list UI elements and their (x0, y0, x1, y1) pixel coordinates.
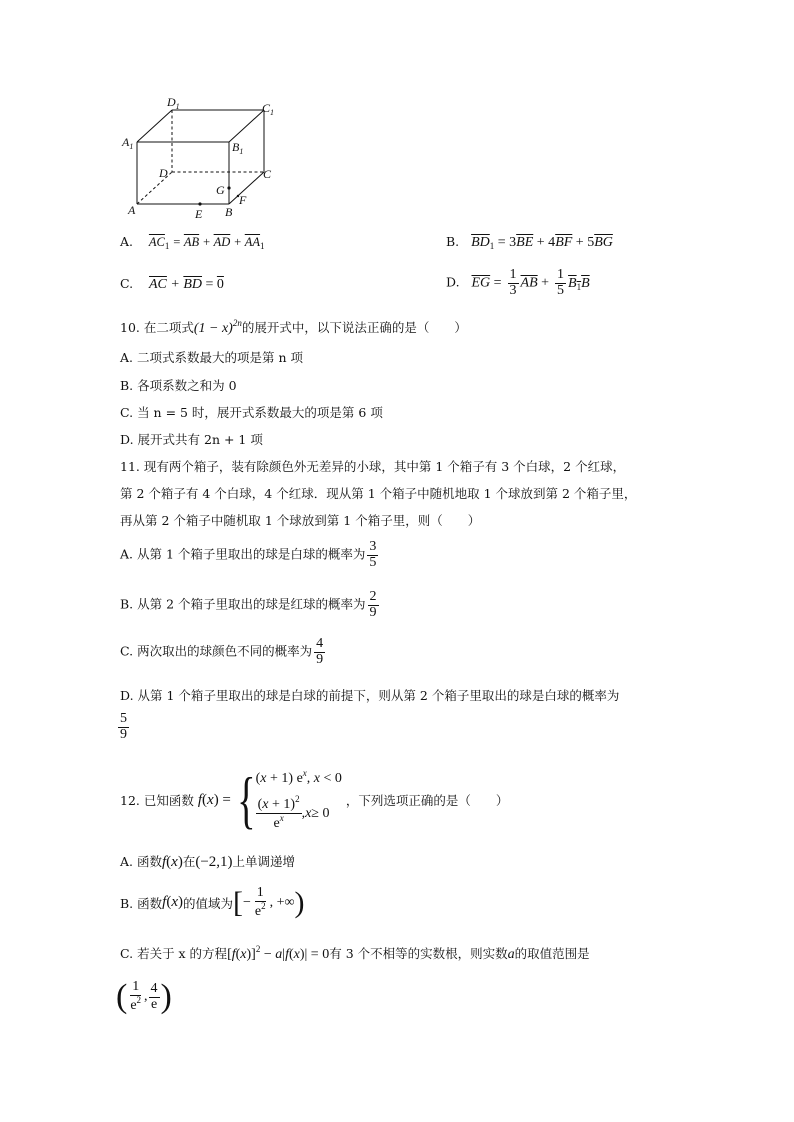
label-e: E (195, 207, 203, 221)
q12-option-a: A. 函数f(x)在(−2,1)上单调递增 (120, 854, 296, 870)
q12-option-b: B. 函数 f ( x ) 的值域为 [ − $\frac{1}{e^2}$ , +∞ ) (120, 885, 305, 919)
cuboid-figure (118, 92, 288, 222)
q9-option-b: B. $\overline{BD}_1 = 3\overline{BE} + 4\overline{BF} + 5\overline{BG}$ (446, 234, 613, 251)
label-a: A (128, 203, 136, 217)
label-c1: $C_1$ (262, 101, 275, 117)
label-g: G (216, 183, 225, 197)
label-d: D (159, 166, 168, 180)
q11-option-d: D. 从第 1 个箱子里取出的球是白球的前提下，则从第 2 个箱子里取出的球是白球的概率为 (120, 688, 620, 703)
q9-option-a: A. $\overline{AC}_1 = \overline{AB} + \overline{AD} + \overline{AA}_1$ (120, 234, 265, 251)
label-f: F (239, 193, 247, 207)
q9-option-c: C. $\overline{AC} + \overline{BD} = 0$ (120, 276, 224, 292)
q9-option-d: D. $\overline{EG}$ = $\frac{1}{3}$ $\overline{AB}$ + $\frac{1}{5}$ $B_1B$ (446, 267, 590, 298)
q10-option-d: D. 展开式共有 2n + 1 项 (120, 432, 263, 447)
label-a1: $A_1$ (122, 135, 134, 151)
label-b1: $B_1$ (232, 140, 244, 156)
q11-line-3: 再从第 2 个箱子中随机取 1 个球放到第 1 个箱子里，则（ ） (120, 513, 481, 528)
q10-option-b: B. 各项系数之和为 0 (120, 378, 237, 393)
label-d1: $D_1$ (167, 95, 180, 111)
label-b: B (225, 205, 233, 219)
q10-option-c: C. 当 n = 5 时，展开式系数最大的项是第 6 项 (120, 405, 383, 420)
q12-option-c-range: ( $\frac{1}{e^2}$ , $\frac{4}{e}$ ) (116, 978, 172, 1015)
piece-2: $\frac{(x + 1)^2}{e^x}$ , x ≥ 0 (257, 794, 330, 831)
label-c: C (263, 167, 272, 181)
q11-option-c: C. 两次取出的球颜色不同的概率为 $\frac{4}{9}$ (120, 636, 324, 667)
point-g (227, 186, 230, 189)
q11-option-a: A. 从第 1 个箱子里取出的球是白球的概率为 $\frac{3}{5}$ (120, 539, 377, 570)
q11-option-b: B. 从第 2 个箱子里取出的球是红球的概率为 $\frac{2}{9}$ (120, 589, 377, 620)
q11-option-d-fraction: $\frac{5}{9}$ (120, 711, 127, 742)
q11-line-2: 第 2 个箱子有 4 个白球，4 个红球．现从第 1 个箱子中随机地取 1 个球放到第 2 个箱子里， (120, 486, 637, 501)
piece-1: (x + 1) $e^x$, x < 0 (255, 768, 342, 787)
q10-option-a: A. 二项式系数最大的项是第 n 项 (120, 350, 303, 365)
point-e (198, 202, 201, 205)
q12-option-c: C. 若关于 x 的方程$[f(x)]^2 - a|f(x)| = 0$有 3 个不相等的实数根，则实数a的取值范围是 (120, 944, 590, 962)
q11-line-1: 11. 现有两个箱子，装有除颜色外无差异的小球，其中第 1 个箱子有 3 个白球，2 个红球， (120, 459, 626, 474)
q10-stem: 10. 在二项式$(1 - x)^{2n}$的展开式中，以下说法正确的是（ ） (120, 318, 467, 336)
q12-stem: 12. 已知函数 f ( x ) = { (x + 1) $e^x$, x < 0 $\frac{(x + 1)^2}{e^x}$ , x ≥ 0 ，下列选项正确的是（ ） (120, 764, 509, 835)
